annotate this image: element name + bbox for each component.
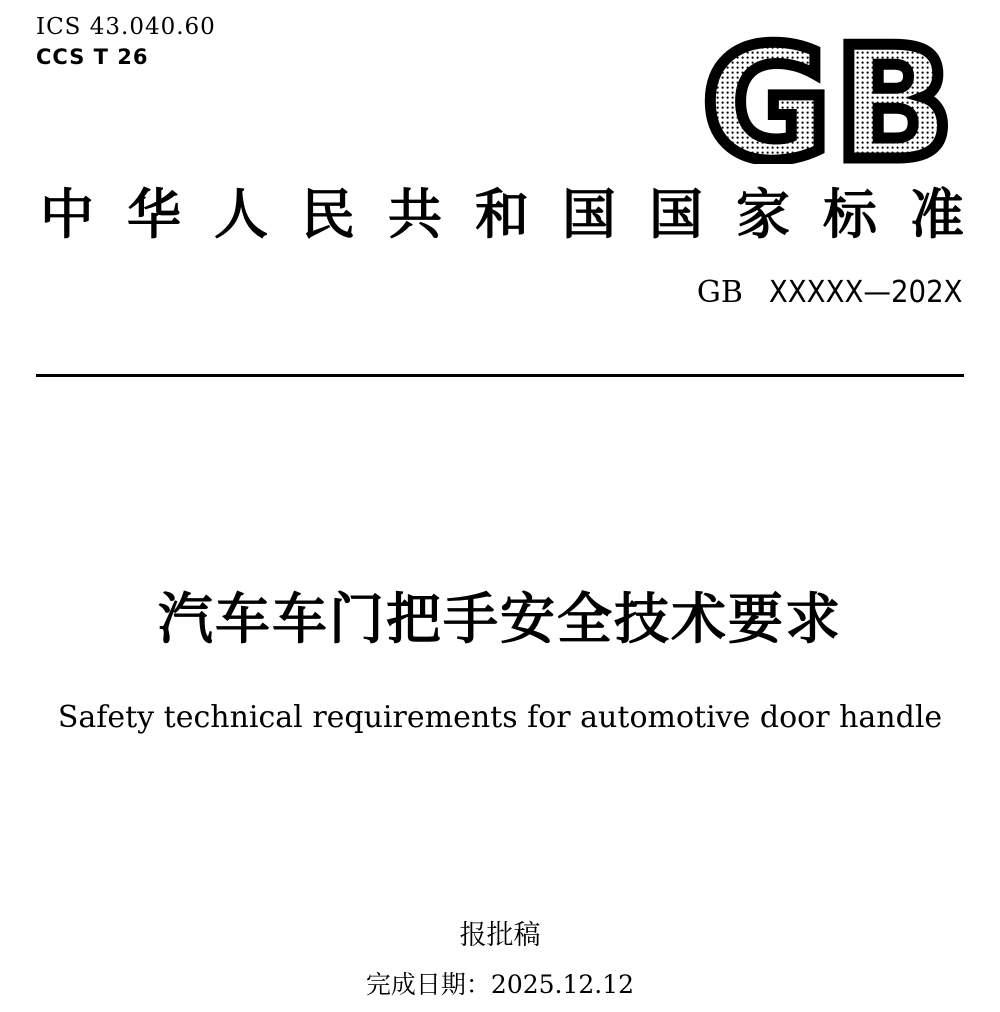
document-title-zh: 汽车车门把手安全技术要求: [157, 587, 842, 651]
gb-logo-icon: [696, 36, 964, 164]
heading-char: 民: [301, 182, 355, 246]
classification-codes: [36, 12, 216, 72]
completion-date: 完成日期：2025.12.12: [365, 970, 635, 999]
draft-stage-label: 报批稿: [459, 920, 541, 951]
standard-code-number: XXXXX—202X: [769, 275, 963, 310]
standard-code-prefix: GB: [696, 275, 753, 310]
heading-char: 国: [649, 182, 703, 246]
ics-code: ICS 43.040.60: [36, 14, 216, 40]
heading-char: 共: [388, 182, 442, 246]
heading-char: 和: [475, 182, 529, 246]
heading-char: 华: [127, 182, 181, 246]
heading-char: 准: [910, 182, 964, 246]
heading-char: 标: [823, 182, 877, 246]
gb-logo-text: GB: [702, 36, 958, 164]
heading-char: 家: [736, 182, 790, 246]
document-title-en: Safety technical requirements for automotive door handle: [57, 700, 943, 735]
ccs-code: CCS T 26: [36, 45, 149, 69]
standard-code: [697, 276, 963, 310]
heading-char: 人: [214, 182, 268, 246]
heading-char: 中: [40, 182, 94, 246]
divider-line: [36, 374, 964, 377]
national-standard-heading: [40, 184, 964, 244]
heading-char: 国: [562, 182, 616, 246]
